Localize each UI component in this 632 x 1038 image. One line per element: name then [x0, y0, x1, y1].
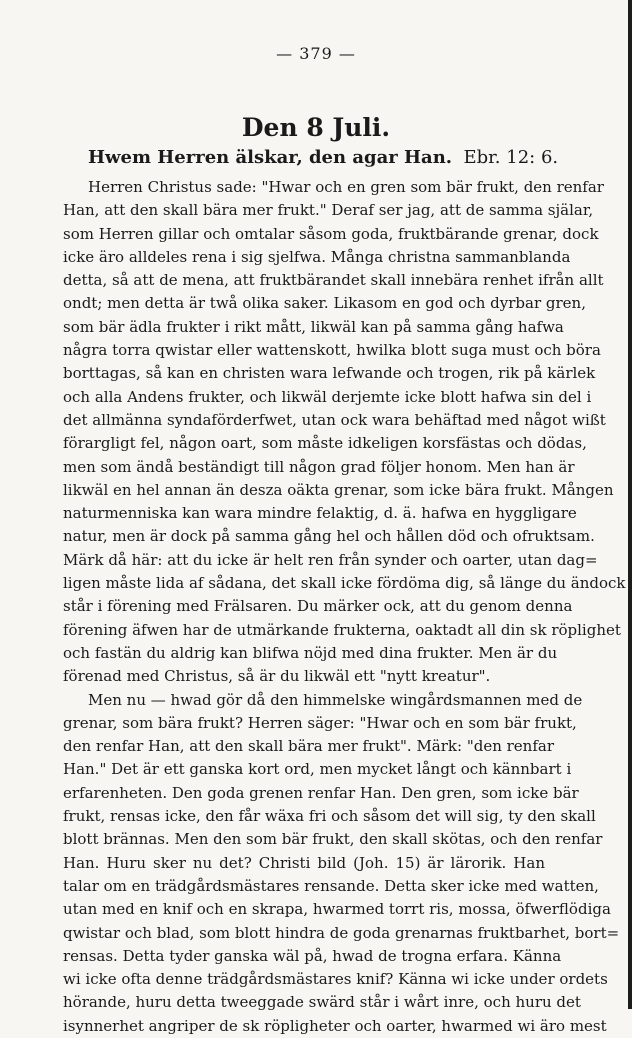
- page-number: — 379 —: [276, 44, 356, 63]
- text-line: likwäl en hel annan än desza oäkta grenar, som icke bära frukt. Mången: [63, 480, 614, 499]
- text-line: erfarenheten. Den goda grenen renfar Han. Den gren, som icke bär: [63, 783, 579, 802]
- text-line: förening äfwen har de utmärkande frukterna, oaktadt all din sk röplighet: [63, 620, 621, 639]
- date-heading: Den 8 Juli.: [241, 113, 391, 142]
- body-text: [63, 176, 626, 1038]
- text-line: borttagas, så kan en christen wara lefwande och trogen, rik på kärlek: [63, 364, 596, 383]
- devotion-title-text: Hwem Herren älskar, den agar Han.: [88, 147, 453, 168]
- page-edge-shadow: [628, 0, 632, 1009]
- text-line: Han." Det är ett ganska kort ord, men mycket långt och kännbart i: [63, 760, 572, 779]
- text-line: Märk då här: att du icke är helt ren från synder och oarter, utan dag=: [63, 550, 598, 569]
- text-line: ondt; men detta är twå olika saker. Likasom en god och dyrbar gren,: [63, 294, 586, 313]
- text-line: Han. Huru sker nu det? Christi bild (Joh. 15) är lärorik. Han: [63, 853, 545, 872]
- text-line: detta, så att de mena, att fruktbärandet skall innebära renhet ifrån allt: [63, 271, 604, 290]
- text-line: hörande, huru detta tweeggade swärd står i wårt inre, och huru det: [63, 993, 581, 1012]
- devotion-title: [88, 147, 608, 168]
- text-line: icke äro alldeles rena i sig sjelfwa. Många christna sammanblanda: [63, 247, 571, 266]
- text-line: som bär ädla frukter i rikt mått, likwäl kan på samma gång hafwa: [63, 317, 564, 336]
- text-line: förenad med Christus, så är du likwäl ett "nytt kreatur".: [63, 667, 491, 686]
- text-line: det allmänna syndaförderfwet, utan ock wara behäftad med något wißt: [63, 410, 606, 429]
- text-line: några torra qwistar eller wattenskott, hwilka blott suga must och böra: [63, 341, 601, 360]
- text-line: rensas. Detta tyder ganska wäl på, hwad de trogna erfara. Känna: [63, 946, 562, 965]
- text-line: Men nu — hwad gör då den himmelske wingårdsmannen med de: [88, 690, 583, 709]
- text-line: Herren Christus sade: "Hwar och en gren som bär frukt, den renfar: [88, 178, 604, 196]
- text-line: qwistar och blad, som blott hindra de goda grenarnas fruktbarhet, bort=: [63, 923, 620, 942]
- text-line: isynnerhet angriper de sk röpligheter och oarter, hwarmed wi äro mest: [63, 1016, 607, 1035]
- text-line: grenar, som bära frukt? Herren säger: "Hwar och en som bär frukt,: [63, 713, 577, 732]
- text-line: utan med en knif och en skrapa, hwarmed torrt ris, mossa, öfwerflödiga: [63, 900, 611, 919]
- text-line: ligen måste lida af sådana, det skall icke fördöma dig, så länge du ändock: [63, 574, 626, 593]
- text-line: blott brännas. Men den som bär frukt, den skall skötas, och den renfar: [63, 830, 603, 849]
- text-line: står i förening med Frälsaren. Du märker ock, att du genom denna: [63, 597, 573, 616]
- text-line: wi icke ofta denne trädgårdsmästares knif? Känna wi icke under ordets: [63, 970, 608, 989]
- text-line: naturmenniska kan wara mindre felaktig, d. ä. hafwa en hyggligare: [63, 504, 577, 523]
- text-line: som Herren gillar och omtalar såsom goda, fruktbärande grenar, dock: [63, 224, 599, 243]
- text-line: natur, men är dock på samma gång hel och hållen död och ofruktsam.: [63, 527, 595, 546]
- text-line: Han, att den skall bära mer frukt." Deraf ser jag, att de samma själar,: [63, 201, 594, 220]
- scripture-reference: Ebr. 12: 6.: [463, 147, 559, 168]
- text-line: men som ändå beständigt till någon grad följer honom. Men han är: [63, 457, 575, 476]
- text-line: och alla Andens frukter, och likwäl derjemte icke blott hafwa sin del i: [63, 387, 592, 406]
- text-line: den renfar Han, att den skall bära mer frukt". Märk: "den renfar: [63, 737, 555, 756]
- text-line: förargligt fel, någon oart, som måste idkeligen korsfästas och dödas,: [63, 434, 587, 453]
- text-line: frukt, rensas icke, den får wäxa fri och såsom det will sig, ty den skall: [63, 807, 596, 826]
- text-line: talar om en trädgårdsmästares rensande. Detta sker icke med watten,: [63, 876, 599, 895]
- text-line: och fastän du aldrig kan blifwa nöjd med dina frukter. Men är du: [63, 643, 558, 662]
